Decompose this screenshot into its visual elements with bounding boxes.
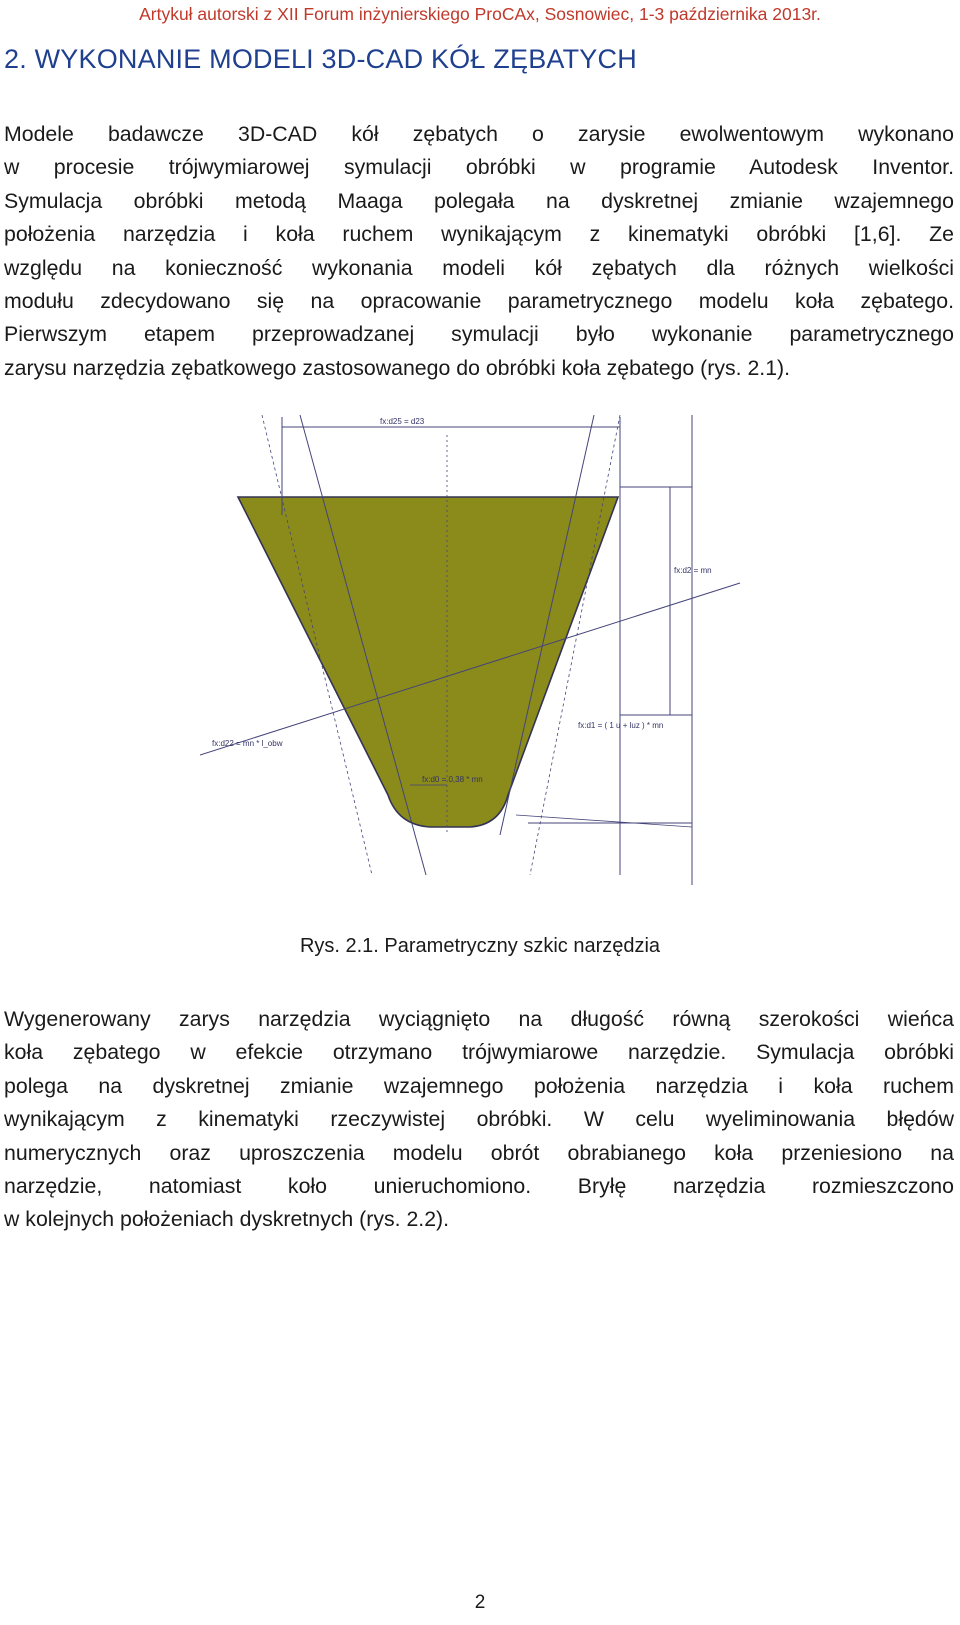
- section-title: 2. WYKONANIE MODELI 3D-CAD KÓŁ ZĘBATYCH: [4, 44, 637, 74]
- paragraph-line: względu na konieczność wykonania modeli kół zębatych dla różnych wielkości: [4, 255, 954, 280]
- paragraph-line: w kolejnych położeniach dyskretnych (rys. 2.2).: [4, 1207, 450, 1232]
- dimension-label: fx:d25 = d23: [380, 417, 425, 426]
- dimension-label: fx:d0 = 0,38 * mn: [422, 775, 483, 784]
- paragraph-line: wynikającym z kinematyki rzeczywistej obróbki. W celu wyeliminowania błędów: [4, 1107, 954, 1132]
- dimension-label: fx:d2 = mn: [674, 566, 712, 575]
- tool-sketch-drawing: [200, 415, 760, 905]
- dimension-label: fx:d1 = ( 1 u + luz ) * mn: [578, 721, 664, 730]
- paragraph-line: Wygenerowany zarys narzędzia wyciągnięto na długość równą szerokości wieńca: [4, 1007, 954, 1031]
- paragraph-line: w procesie trójwymiarowej symulacji obróbki w programie Autodesk Inventor.: [4, 155, 954, 180]
- paragraph-line: numerycznych oraz uproszczenia modelu obrót obrabianego koła przeniesiono na: [4, 1140, 954, 1165]
- leader-line: [516, 815, 692, 827]
- paragraph-line: koła zębatego w efekcie otrzymano trójwymiarowe narzędzie. Symulacja obróbki: [4, 1040, 954, 1065]
- dimension-label: fx:d22 = mn * l_obw: [212, 739, 283, 748]
- paragraph-line: Pierwszym etapem przeprowadzanej symulacji było wykonanie parametrycznego: [4, 322, 954, 347]
- running-head: Artykuł autorski z XII Forum inżynierskiego ProCAx, Sosnowiec, 1-3 października 2013r.: [139, 4, 821, 24]
- paragraph-line: zarysu narzędzia zębatkowego zastosowanego do obróbki koła zębatego (rys. 2.1).: [4, 355, 791, 380]
- tool-sketch-figure: [200, 415, 760, 905]
- paragraph-extrusion: [4, 1003, 954, 1237]
- paragraph-line: polega na dyskretnej zmianie wzajemnego położenia narzędzia i koła ruchem: [4, 1073, 954, 1098]
- paragraph-line: narzędzie, natomiast koło unieruchomiono. Bryłę narzędzia rozmieszczono: [4, 1174, 954, 1199]
- figure-caption: Rys. 2.1. Parametryczny szkic narzędzia: [299, 935, 661, 957]
- paragraph-intro: [4, 118, 954, 385]
- page-number: 2: [474, 1592, 486, 1613]
- paragraph-line: Symulacja obróbki metodą Maaga polegała na dyskretnej zmianie wzajemnego: [4, 188, 954, 213]
- paragraph-line: położenia narzędzia i koła ruchem wynikającym z kinematyki obróbki [1,6]. Ze: [4, 222, 954, 247]
- paragraph-line: modułu zdecydowano się na opracowanie parametrycznego modelu koła zębatego.: [4, 289, 954, 314]
- paragraph-line: Modele badawcze 3D-CAD kół zębatych o zarysie ewolwentowym wykonano: [4, 122, 954, 146]
